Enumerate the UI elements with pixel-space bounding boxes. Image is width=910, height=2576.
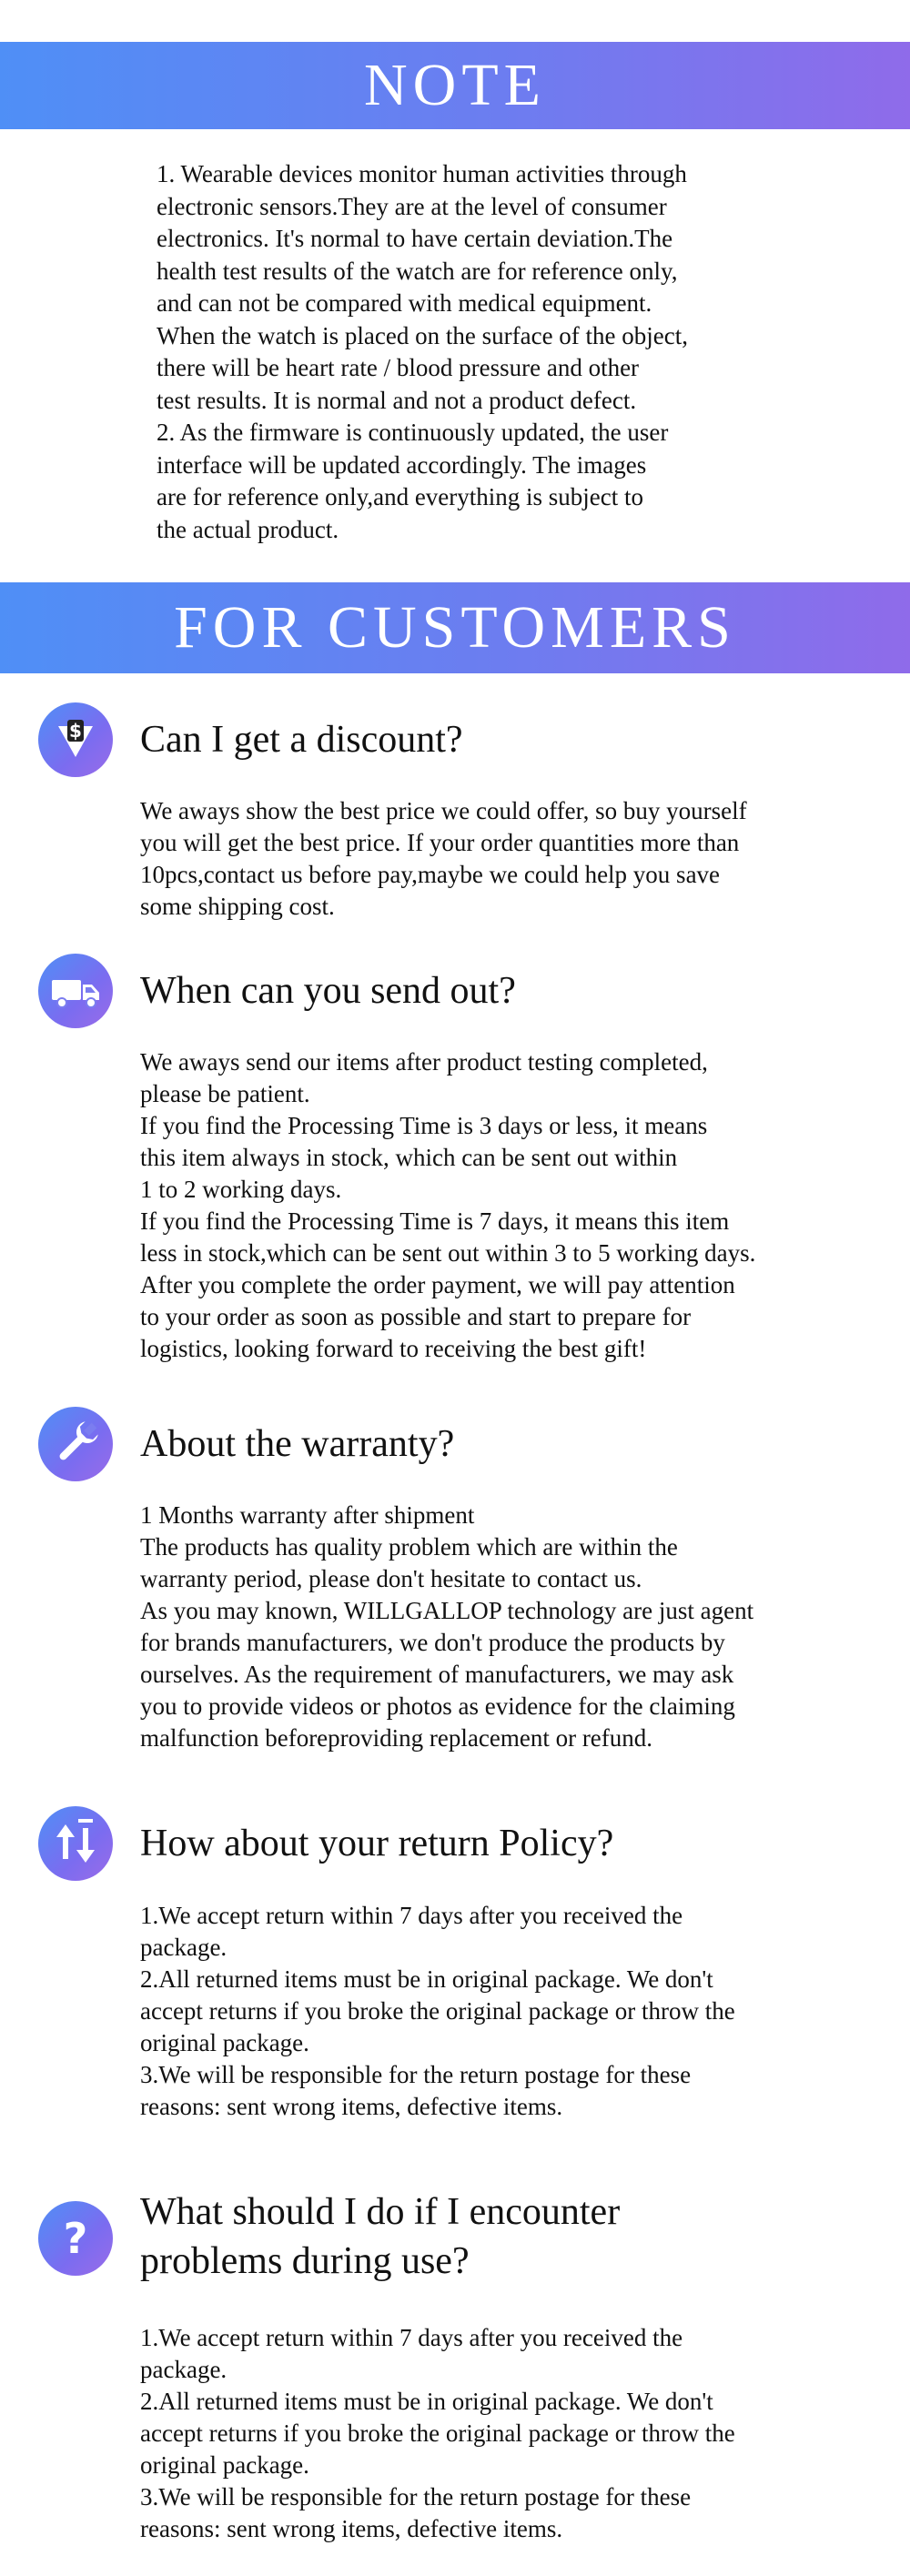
note-line: interface will be updated accordingly. The images [157, 450, 647, 479]
answer-line: 1 to 2 working days. [140, 1176, 342, 1203]
note-line: 1. Wearable devices monitor human activities through [157, 160, 687, 187]
note-line: the actual product. [157, 515, 339, 543]
answer-line: you to provide videos or photos as evidence for the claiming [140, 1692, 735, 1720]
answer-line: ourselves. As the requirement of manufacturers, we may ask [140, 1661, 734, 1688]
truck-icon [38, 954, 113, 1028]
answer-line: accept returns if you broke the original package or throw the [140, 2419, 735, 2447]
note-line: are for reference only,and everything is subject to [157, 483, 644, 510]
answer-line: reasons: sent wrong items, defective items. [140, 2515, 563, 2542]
answer-line: 3.We will be responsible for the return postage for these [140, 2483, 692, 2510]
note-text [157, 158, 794, 546]
section-title-shipping: When can you send out? [140, 970, 516, 1012]
answer-line: logistics, looking forward to receiving the best gift! [140, 1335, 647, 1362]
note-line: there will be heart rate / blood pressure and other [157, 354, 640, 381]
section-title-warranty: About the warranty? [140, 1423, 455, 1465]
answer-line: We aways show the best price we could offer, so buy yourself [140, 797, 747, 824]
answer-line: 1.We accept return within 7 days after you received the [140, 1902, 683, 1929]
return-arrows-icon [38, 1806, 113, 1881]
answer-line: As you may known, WILLGALLOP technology are just agent [140, 1597, 754, 1624]
section-answer-return [140, 1900, 841, 2123]
answer-line: 2.All returned items must be in original package. We don't [140, 2388, 713, 2415]
note-line: electronic sensors.They are at the level of consumer [157, 192, 667, 220]
answer-line: 1 Months warranty after shipment [140, 1501, 475, 1529]
customers-banner [0, 582, 910, 673]
answer-line: The products has quality problem which are within the [140, 1533, 678, 1561]
section-answer-warranty [140, 1500, 841, 1754]
dollar-shield-icon [38, 702, 113, 777]
note-line: health test results of the watch are for reference only, [157, 257, 678, 285]
answer-line: original package. [140, 2451, 309, 2479]
answer-line: malfunction beforeproviding replacement or refund. [140, 1724, 653, 1752]
customers-title: FOR CUSTOMERS [174, 594, 736, 661]
answer-line: less in stock,which can be sent out within 3 to 5 working days. [140, 1239, 756, 1267]
answer-line: 1.We accept return within 7 days after you received the [140, 2324, 683, 2351]
note-line: 2. As the firmware is continuously updated, the user [157, 419, 669, 446]
wrench-icon [38, 1407, 113, 1481]
note-line: When the watch is placed on the surface of the object, [157, 321, 689, 349]
question-icon [38, 2201, 113, 2276]
answer-line: package. [140, 1934, 228, 1961]
answer-line: you will get the best price. If your order quantities more than [140, 829, 740, 856]
answer-line: warranty period, please don't hesitate to contact us. [140, 1565, 642, 1592]
answer-line: 2.All returned items must be in original package. We don't [140, 1965, 713, 1993]
section-answer-discount [140, 795, 841, 923]
answer-line: After you complete the order payment, we will pay attention [140, 1271, 735, 1298]
section-answer-problems [140, 2322, 841, 2545]
answer-line: some shipping cost. [140, 893, 335, 920]
section-title-return: How about your return Policy? [140, 1823, 614, 1864]
answer-line: for brands manufacturers, we don't produce the products by [140, 1629, 725, 1656]
answer-line: this item always in stock, which can be sent out within [140, 1144, 678, 1171]
note-line: electronics. It's normal to have certain deviation.The [157, 225, 673, 252]
answer-line: reasons: sent wrong items, defective items. [140, 2093, 563, 2120]
svg-text:?: ? [63, 2214, 88, 2263]
answer-line: If you find the Processing Time is 7 days, it means this item [140, 1207, 730, 1235]
answer-line: 3.We will be responsible for the return postage for these [140, 2061, 692, 2088]
answer-line: package. [140, 2356, 228, 2383]
answer-line: to your order as soon as possible and start to prepare for [140, 1303, 692, 1330]
section-title-line: What should I do if I encounter [140, 2191, 621, 2233]
note-banner [0, 42, 910, 129]
answer-line: original package. [140, 2029, 309, 2056]
answer-line: accept returns if you broke the original package or throw the [140, 1997, 735, 2025]
answer-line: 10pcs,contact us before pay,maybe we could help you save [140, 861, 721, 888]
note-line: test results. It is normal and not a product defect. [157, 386, 637, 414]
answer-line: If you find the Processing Time is 3 days or less, it means [140, 1112, 708, 1139]
section-title-line: problems during use? [140, 2240, 470, 2282]
note-title: NOTE [364, 52, 546, 118]
section-answer-shipping [140, 1046, 841, 1365]
answer-line: please be patient. [140, 1080, 310, 1107]
answer-line: We aways send our items after product testing completed, [140, 1048, 708, 1076]
section-title-problems [140, 2187, 850, 2286]
svg-text:$: $ [69, 720, 82, 742]
section-title-discount: Can I get a discount? [140, 719, 463, 761]
note-line: and can not be compared with medical equipment. [157, 289, 652, 317]
